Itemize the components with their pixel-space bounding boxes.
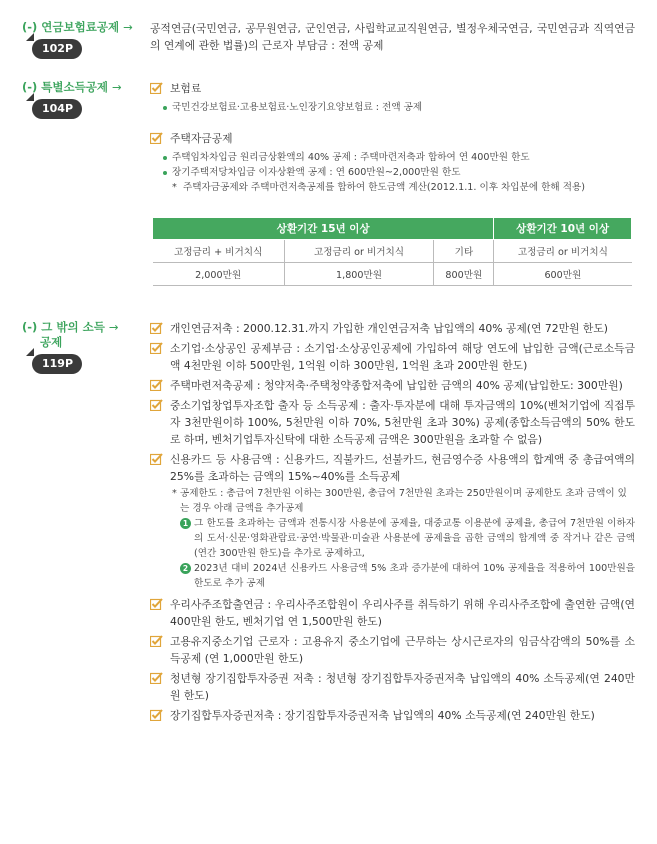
content <box>150 80 635 195</box>
note-text: 공제한도 : 총급여 7천만원 이하는 300만원, 총급여 7천만원 초과는 250만원이며 공제한도 초과 금액이 있는 경우 아래 금액을 추가공제 <box>180 488 627 514</box>
content <box>150 320 635 727</box>
table-cell: 고정금리 or 비거치식 <box>284 240 434 263</box>
item-text: 중소기업창업투자조합 출자 등 소득공제 : 출자·투자분에 대해 투자금액의 10%(벤처기업에 직접투자 3천만원이하 100%, 5천만원 이하 70%, 5천만원 초과 30%) 공제(종합소득금액의 50% 한도로 하며, 벤처기업투자신탁에 대한 소득공제 금액은 300만원을 초과할 수 없음) <box>170 399 635 446</box>
housing-note <box>150 180 635 195</box>
side-label <box>22 20 140 59</box>
sub-text: 그 한도를 초과하는 금액과 전통시장 사용분에 공제율, 대중교통 이용분에 공제율, 총급여 7천만원 이하자의 도서·신문·영화관람료·공연·박물관·미술관 사용분에 공제율을 곱한 금액의 합계액 중 작거나 같은 금액(연간 300만원 한도)을 추가로 공제하고, <box>194 518 635 559</box>
table-cell: 기타 <box>434 240 494 263</box>
list-item <box>150 596 635 630</box>
list-item <box>150 340 635 374</box>
table-cell: 고정금리 + 비거치식 <box>153 240 285 263</box>
bullet-housing-1: 주택임차차입금 원리금상환액의 40% 공제 : 주택마련저축과 합하여 연 400만원 한도 <box>150 150 635 165</box>
item-title: 주택자금공제 <box>170 132 233 145</box>
item-text: 고용유지중소기업 근로자 : 고용유지 중소기업에 근무하는 상시근로자의 임금삭감액의 50%를 소득공제 (연 1,000만원 한도) <box>170 635 635 665</box>
number-two-icon: 2 <box>180 563 191 574</box>
side-title-line2: 공제 <box>40 335 63 349</box>
header-10-years: 상환기간 10년 이상 <box>494 218 632 240</box>
checkbox-icon <box>150 453 163 465</box>
item-text: 청년형 장기집합투자증권 저축 : 청년형 장기집합투자증권저축 납입액의 40% 소득공제(연 240만원 한도) <box>170 672 635 702</box>
item-text: 우리사주조합출연금 : 우리사주조합원이 우리사주를 취득하기 위해 우리사주조합에 출연한 금액(연 400만원 한도, 벤처기업 연 1,500만원 한도) <box>170 598 635 628</box>
table-cell: 고정금리 or 비거치식 <box>494 240 632 263</box>
checkbox-icon <box>150 379 163 391</box>
number-one-icon: 1 <box>180 518 191 529</box>
item-text: 소기업·소상공인 공제부금 : 소기업·소상공인공제에 가입하여 해당 연도에 납입한 금액(근로소득금액 4천만원 이하 500만원, 1억원 이하 300만원, 1억원 초과 200만원 한도) <box>170 342 635 372</box>
page-badge: 119P <box>32 354 82 374</box>
side-title: (-) 연금보험료공제 <box>22 20 120 34</box>
checkbox-icon <box>150 82 163 94</box>
side-label <box>22 80 140 119</box>
list-item-housing <box>150 130 635 147</box>
item-text: 신용카드 등 사용금액 : 신용카드, 직불카드, 선불카드, 현금영수증 사용액의 합계액 중 총급여액의 25%를 초과하는 금액의 15%~40%를 소득공제 <box>170 453 635 483</box>
item-title: 보험료 <box>170 82 202 95</box>
checkbox-icon <box>150 598 163 610</box>
sub-text: 2023년 대비 2024년 신용카드 사용금액 5% 초과 증가분에 대하여 10% 공제율을 적용하여 100만원을 한도로 추가 공제 <box>194 563 635 589</box>
table-cell: 2,000만원 <box>153 263 285 286</box>
asterisk: * <box>172 182 177 193</box>
table-cell: 800만원 <box>434 263 494 286</box>
arrow-icon: → <box>123 20 133 34</box>
list-item <box>150 633 635 667</box>
bullet-insurance: 국민건강보험료·고용보험료·노인장기요양보험료 : 전액 공제 <box>150 100 635 115</box>
side-title: (-) 특별소득공제 <box>22 80 108 94</box>
list-item <box>150 397 635 448</box>
side-title: (-) 그 밖의 소득 <box>22 320 105 334</box>
content <box>150 20 635 54</box>
table-row <box>153 240 632 263</box>
item-text: 개인연금저축 : 2000.12.31.까지 가입한 개인연금저축 납입액의 40% 공제(연 72만원 한도) <box>170 322 608 335</box>
list-item <box>150 320 635 337</box>
arrow-icon: → <box>111 80 122 94</box>
checkbox-icon <box>150 132 163 144</box>
bullet-housing-2: 장기주택저당차입금 이자상환액 공제 : 연 600만원~2,000만원 한도 <box>150 165 635 180</box>
card-note <box>150 486 635 516</box>
checkbox-icon <box>150 399 163 411</box>
list-item <box>150 377 635 394</box>
table-cell: 600만원 <box>494 263 632 286</box>
repayment-table <box>152 217 632 286</box>
header-15-years: 상환기간 15년 이상 <box>153 218 494 240</box>
list-item <box>150 451 635 485</box>
card-sub-1 <box>150 516 635 561</box>
table-row <box>153 263 632 286</box>
item-text: 장기집합투자증권저축 : 장기집합투자증권저축 납입액의 40% 소득공제(연 240만원 한도) <box>170 709 595 722</box>
checkbox-icon <box>150 342 163 354</box>
checkbox-icon <box>150 709 163 721</box>
item-text: 주택마련저축공제 : 청약저축·주택청약종합저축에 납입한 금액의 40% 공제(납입한도: 300만원) <box>170 379 623 392</box>
table-cell: 1,800만원 <box>284 263 434 286</box>
card-sub-2 <box>150 561 635 591</box>
checkbox-icon <box>150 322 163 334</box>
arrow-icon: → <box>108 320 119 334</box>
pension-text: 공적연금(국민연금, 공무원연금, 군인연금, 사립학교교직원연금, 별정우체국연금, 국민연금과 직역연금의 연계에 관한 법률)의 근로자 부담금 : 전액 공제 <box>150 22 635 52</box>
checkbox-icon <box>150 672 163 684</box>
list-item-insurance <box>150 80 635 97</box>
note-text: 주택자금공제와 주택마련저축공제를 합하여 한도금액 계산(2012.1.1. 이후 차입분에 한해 적용) <box>183 182 586 193</box>
page-badge: 104P <box>32 99 82 119</box>
list-item <box>150 670 635 704</box>
checkbox-icon <box>150 635 163 647</box>
list-item <box>150 707 635 724</box>
page-badge: 102P <box>32 39 82 59</box>
asterisk: * <box>172 488 177 499</box>
side-label <box>22 320 140 374</box>
